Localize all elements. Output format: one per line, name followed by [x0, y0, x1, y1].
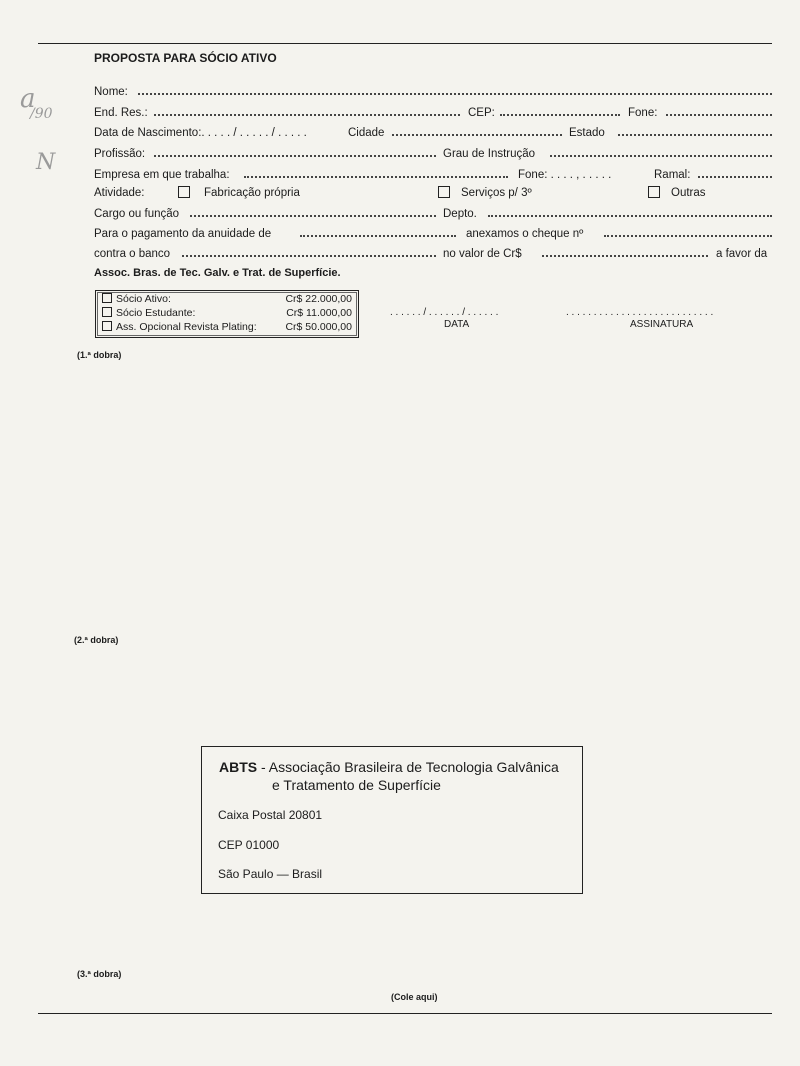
- date-label: DATA: [444, 319, 470, 330]
- anexamos-label: anexamos o cheque nº: [466, 228, 584, 240]
- bottom-rule: [38, 1013, 772, 1014]
- mailing-address-box: [201, 746, 583, 894]
- glue-here-label: (Cole aqui): [391, 992, 438, 1002]
- fone-field[interactable]: [666, 114, 772, 116]
- grau-field[interactable]: [550, 155, 772, 157]
- org-name-line1: [219, 759, 559, 775]
- cidade-label: Cidade: [348, 127, 385, 139]
- row-cargo: [94, 207, 772, 221]
- first-fold-label: (1.ª dobra): [77, 350, 122, 360]
- revista-checkbox[interactable]: [102, 321, 112, 331]
- socio-ativo-checkbox[interactable]: [102, 293, 112, 303]
- estado-label: Estado: [569, 127, 605, 139]
- pencil-annotation-slash: /90: [30, 106, 53, 122]
- servicos-label: Serviços p/ 3º: [461, 187, 532, 199]
- fabricacao-checkbox[interactable]: [178, 186, 190, 198]
- row-pagamento: [94, 227, 772, 241]
- banco-label: contra o banco: [94, 248, 171, 260]
- row-atividade: [94, 186, 772, 200]
- outras-label: Outras: [671, 187, 706, 199]
- row-empresa: [94, 168, 772, 182]
- fone2-label[interactable]: Fone: . . . . , . . . . .: [518, 169, 612, 181]
- org-name-line2: e Tratamento de Superfície: [272, 777, 441, 793]
- empresa-label: Empresa em que trabalha:: [94, 169, 230, 181]
- fone-label: Fone:: [628, 107, 658, 119]
- socio-estudante-checkbox[interactable]: [102, 307, 112, 317]
- row-endereco: [94, 106, 772, 120]
- address-city: São Paulo — Brasil: [218, 867, 323, 881]
- signature-label: ASSINATURA: [630, 319, 694, 330]
- form-title: PROPOSTA PARA SÓCIO ATIVO: [94, 51, 277, 65]
- nascimento-label[interactable]: Data de Nascimento:. . . . . / . . . . . / . . . . .: [94, 127, 307, 139]
- fabricacao-label: Fabricação própria: [204, 187, 300, 199]
- cargo-label: Cargo ou função: [94, 208, 180, 220]
- row-banco: [94, 247, 772, 261]
- valor-field[interactable]: [542, 255, 708, 257]
- nome-field[interactable]: [138, 93, 772, 95]
- row-profissao: [94, 147, 772, 161]
- valor-label: no valor de Cr$: [443, 248, 522, 260]
- profissao-field[interactable]: [154, 155, 436, 157]
- cep-field[interactable]: [500, 114, 620, 116]
- atividade-label: Atividade:: [94, 187, 145, 199]
- row-nome: [94, 85, 772, 99]
- depto-label: Depto.: [443, 208, 477, 220]
- servicos-checkbox[interactable]: [438, 186, 450, 198]
- address-cep: CEP 01000: [218, 838, 280, 852]
- date-field[interactable]: . . . . . . / . . . . . . / . . . . . .: [390, 307, 499, 318]
- third-fold-label: (3.ª dobra): [77, 969, 122, 979]
- outras-checkbox[interactable]: [648, 186, 660, 198]
- signature-field[interactable]: . . . . . . . . . . . . . . . . . . . . . . . . . . .: [566, 307, 714, 318]
- org-fullname-part1: - Associação Brasileira de Tecnologia Galvânica: [261, 759, 559, 775]
- top-rule: [38, 43, 772, 44]
- empresa-field[interactable]: [244, 176, 508, 178]
- pencil-annotation: a: [20, 84, 36, 114]
- ramal-field[interactable]: [698, 176, 772, 178]
- org-abbreviation: ABTS: [219, 759, 258, 775]
- price-options-box: [95, 290, 359, 338]
- grau-label: Grau de Instrução: [443, 148, 536, 160]
- estado-field[interactable]: [618, 134, 772, 136]
- price-row-socio-ativo[interactable]: [102, 292, 352, 306]
- price-amount: Cr$ 11.000,00: [286, 307, 352, 319]
- endereco-field[interactable]: [154, 114, 460, 116]
- price-row-socio-estudante[interactable]: [102, 306, 352, 320]
- price-amount: Cr$ 22.000,00: [285, 293, 352, 305]
- assoc-name: Assoc. Bras. de Tec. Galv. e Trat. de Superfície.: [94, 267, 341, 279]
- depto-field[interactable]: [488, 215, 772, 217]
- second-fold-label: (2.ª dobra): [74, 635, 119, 645]
- price-amount: Cr$ 50.000,00: [285, 321, 352, 333]
- anuidade-field[interactable]: [300, 235, 456, 237]
- endereco-label: End. Res.:: [94, 107, 148, 119]
- profissao-label: Profissão:: [94, 148, 146, 160]
- price-label: Sócio Estudante:: [116, 307, 196, 319]
- cidade-field[interactable]: [392, 134, 562, 136]
- cep-label: CEP:: [468, 107, 495, 119]
- row-nascimento: [94, 126, 772, 140]
- pagamento-label: Para o pagamento da anuidade de: [94, 228, 272, 240]
- pencil-annotation-n: N: [36, 150, 56, 175]
- banco-field[interactable]: [182, 255, 436, 257]
- price-row-revista[interactable]: [102, 320, 352, 334]
- nome-label: Nome:: [94, 86, 128, 98]
- address-caixa: Caixa Postal 20801: [218, 808, 323, 822]
- cargo-field[interactable]: [190, 215, 436, 217]
- favor-label: a favor da: [716, 248, 768, 260]
- cheque-field[interactable]: [604, 235, 772, 237]
- ramal-label: Ramal:: [654, 169, 691, 181]
- price-label: Sócio Ativo:: [116, 293, 171, 305]
- price-label: Ass. Opcional Revista Plating:: [116, 321, 257, 333]
